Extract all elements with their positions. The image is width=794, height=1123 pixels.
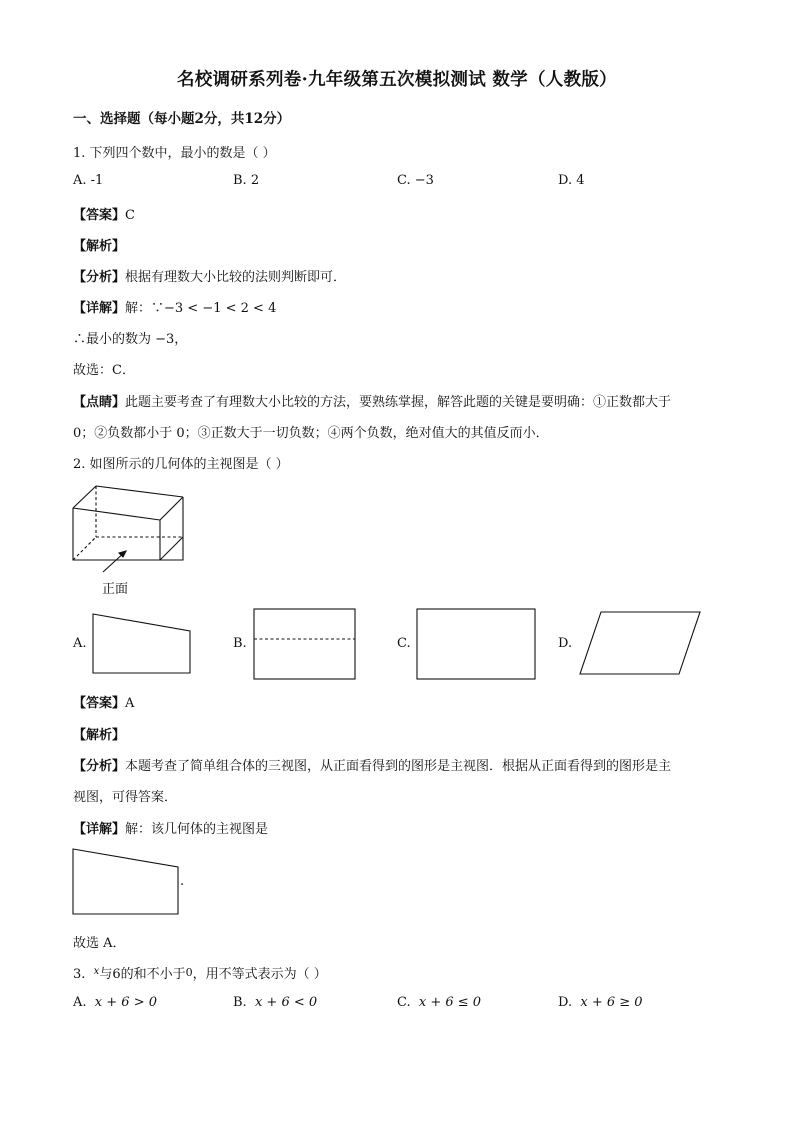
q2-choose: 故选 A．: [73, 936, 126, 951]
q3-option-d: [558, 995, 643, 1010]
q3-option-b-expr: x + 6 < 0: [254, 995, 318, 1010]
q2-fenxi-text-2: 视图，可得答案．: [73, 790, 178, 805]
q3-option-c-label: C.: [397, 995, 411, 1010]
xiangjie-tag: 【详解】: [73, 301, 126, 316]
q3-option-b: [233, 995, 317, 1010]
q2-option-b-label: B.: [233, 636, 247, 651]
q2-option-a-label: A.: [73, 636, 87, 651]
q2-option-d-label: D.: [558, 636, 573, 651]
q1-dianjing-text-1: 此题主要考查了有理数大小比较的方法，要熟练掌握，解答此题的关键是要明确：①正数都大于: [125, 395, 672, 410]
q1-analysis-tag: 【解析】: [73, 239, 126, 254]
q3-option-d-expr: x + 6 ≥ 0: [580, 995, 643, 1010]
solution-trapezoid: [73, 849, 178, 914]
q3-var-x: x: [93, 966, 100, 977]
q1-option-b: B. 2: [233, 173, 260, 188]
q3-option-a-expr: x + 6 > 0: [94, 995, 157, 1010]
q1-fenxi-text: 根据有理数大小比较的法则判断即可．: [125, 270, 347, 285]
q2-answer: A: [125, 696, 135, 711]
q3-option-a: [73, 995, 157, 1010]
q3-option-a-label: A.: [73, 995, 87, 1010]
q1-answer: C: [125, 208, 135, 223]
q3-option-b-label: B.: [233, 995, 247, 1010]
answer-tag: 【答案】: [73, 696, 126, 711]
q3-stem: [73, 963, 327, 982]
xiangjie-tag: 【详解】: [73, 822, 126, 837]
q1-option-d: D. 4: [558, 173, 585, 188]
q2-analysis-tag: 【解析】: [73, 728, 126, 743]
answer-tag: 【答案】: [73, 208, 126, 223]
q3-num-0: 0: [185, 966, 193, 979]
fenxi-tag: 【分析】: [73, 759, 126, 774]
q1-choose: 故选：C．: [73, 363, 135, 378]
solution-period: .: [180, 874, 185, 889]
q3-option-d-label: D.: [558, 995, 573, 1010]
q2-option-c-label: C.: [397, 636, 411, 651]
front-label: 正面: [102, 582, 129, 597]
page-title: 名校调研系列卷·九年级第五次模拟测试 数学（人教版）: [177, 70, 617, 90]
q2-fenxi-text-1: 本题考查了简单组合体的三视图，从正面看得到的图形是主视图．根据从正面看得到的图形是主: [125, 759, 672, 774]
section-heading: 一、选择题（每小题2分，共12分）: [73, 111, 291, 127]
dianjing-tag: 【点睛】: [73, 395, 126, 410]
q3-stem-mid2: 的和不小于: [120, 967, 186, 982]
q1-dianjing-text-2: 0；②负数都小于 0；③正数大于一切负数；④两个负数，绝对值大的其值反而小．: [73, 426, 549, 441]
q2-xiangjie-text: 解：该几何体的主视图是: [125, 822, 269, 837]
q3-option-c: [397, 995, 481, 1010]
q1-stem: 1. 下列四个数中，最小的数是（ ）: [73, 146, 276, 161]
q3-option-c-expr: x + 6 ≤ 0: [418, 995, 482, 1010]
q2-stem: 2. 如图所示的几何体的主视图是（ ）: [73, 457, 289, 472]
q3-number: 3.: [73, 967, 86, 982]
q1-option-a: A. -1: [73, 173, 104, 188]
fenxi-tag: 【分析】: [73, 270, 126, 285]
q3-stem-suffix: ，用不等式表示为（ ）: [192, 967, 327, 982]
q3-stem-mid: 与: [99, 967, 113, 982]
q3-num-6: 6: [112, 967, 121, 982]
q1-xiangjie-text: 解：∵−3 < −1 < 2 < 4: [125, 301, 277, 316]
q1-option-c: C. −3: [397, 173, 434, 188]
q1-conclusion: ∴最小的数为 −3，: [73, 332, 188, 347]
